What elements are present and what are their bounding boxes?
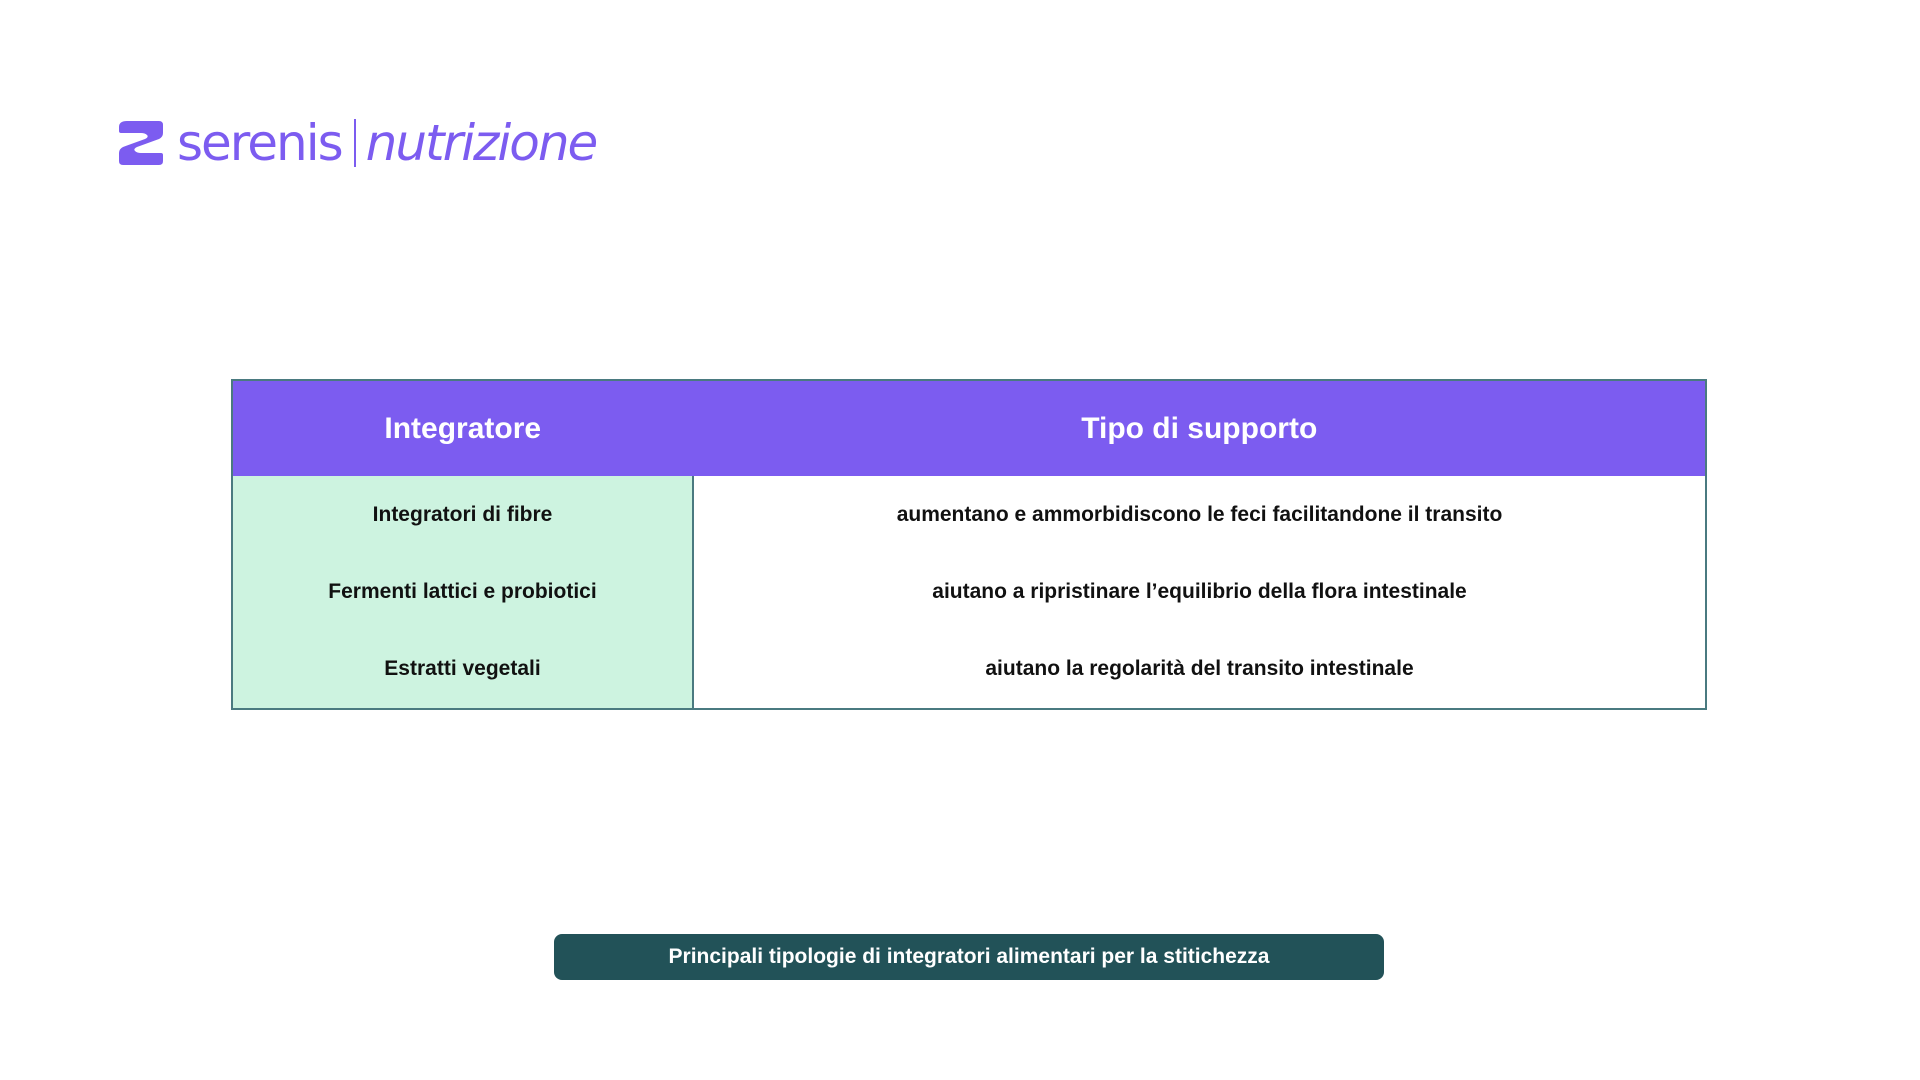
table-header-row: [233, 381, 1705, 476]
table-row: [233, 631, 1705, 708]
row-key: Estratti vegetali: [233, 631, 693, 708]
serenis-logo: [117, 115, 596, 171]
logo-sub-text: nutrizione: [365, 114, 597, 172]
row-key: Fermenti lattici e probiotici: [233, 553, 693, 630]
table-row: [233, 553, 1705, 630]
header-tipo-supporto: Tipo di supporto: [693, 381, 1705, 476]
logo-divider: [354, 119, 356, 167]
row-key: Integratori di fibre: [233, 476, 693, 553]
serenis-s-icon: [117, 119, 165, 167]
logo-brand-text: serenis: [177, 114, 342, 172]
table-caption: Principali tipologie di integratori alimentari per la stitichezza: [554, 934, 1384, 980]
row-value: aiutano la regolarità del transito intestinale: [693, 631, 1705, 708]
row-value: aiutano a ripristinare l’equilibrio della flora intestinale: [693, 553, 1705, 630]
table-row: [233, 476, 1705, 553]
row-value: aumentano e ammorbidiscono le feci facilitandone il transito: [693, 476, 1705, 553]
header-integratore: Integratore: [233, 381, 693, 476]
supplements-table: [231, 379, 1707, 710]
